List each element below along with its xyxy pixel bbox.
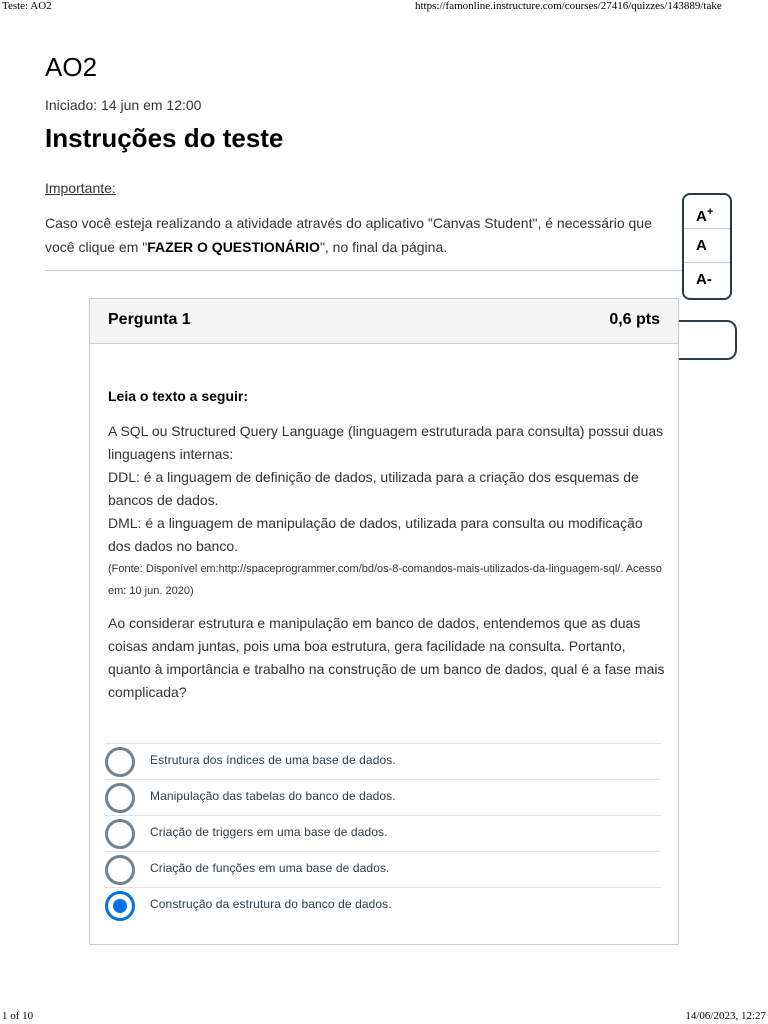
instructions-line-1: Caso você esteja realizando a atividade através do aplicativo "Canvas Student", é necessário que xyxy=(45,215,652,231)
question-paragraph-1: A SQL ou Structured Query Language (linguagem estruturada para consulta) possui duas linguagens internas: xyxy=(108,423,664,462)
instructions-line-2-end: ", no final da página. xyxy=(319,239,448,255)
page-title: AO2 xyxy=(45,52,98,82)
answer-label: Criação de triggers em uma base de dados. xyxy=(150,825,388,839)
instructions-text xyxy=(45,211,675,259)
answer-option-selected[interactable] xyxy=(105,887,661,923)
print-url: https://famonline.instructure.com/courses/27416/quizzes/143889/take xyxy=(415,0,722,12)
reset-font-button[interactable]: A xyxy=(684,229,730,263)
print-tab-title: Teste: AO2 xyxy=(2,0,52,12)
answer-option[interactable] xyxy=(105,815,661,851)
radio-button[interactable] xyxy=(105,819,135,849)
radio-button[interactable] xyxy=(105,855,135,885)
radio-button[interactable] xyxy=(105,747,135,777)
important-label: Importante: xyxy=(45,180,116,196)
answer-list xyxy=(105,743,661,923)
question-header xyxy=(90,299,678,344)
answer-option[interactable] xyxy=(105,743,661,779)
font-size-controls xyxy=(682,193,732,300)
quiz-started-time: Iniciado: 14 jun em 12:00 xyxy=(45,97,202,113)
question-paragraph-3: DML: é a linguagem de manipulação de dados, utilizada para consulta ou modificação dos dados no banco. xyxy=(108,515,643,554)
answer-label: Estrutura dos índices de uma base de dados. xyxy=(150,753,396,767)
answer-option[interactable] xyxy=(105,851,661,887)
question-paragraph-2: DDL: é a linguagem de definição de dados, utilizada para a criação dos esquemas de bancos de dados. xyxy=(108,469,639,508)
instructions-title: Instruções do teste xyxy=(45,123,284,153)
radio-button-selected[interactable] xyxy=(105,891,135,921)
take-quiz-emphasis: FAZER O QUESTIONÁRIO xyxy=(147,239,320,255)
print-page-number: 1 of 10 xyxy=(2,1010,34,1022)
increase-font-button[interactable] xyxy=(684,195,730,229)
print-datetime: 14/06/2023, 12:27 xyxy=(685,1010,766,1022)
answer-label: Criação de funções em uma base de dados. xyxy=(150,861,390,875)
answer-label: Manipulação das tabelas do banco de dados. xyxy=(150,789,396,803)
divider xyxy=(45,270,685,271)
answer-label: Construção da estrutura do banco de dados. xyxy=(150,897,392,911)
answer-option[interactable] xyxy=(105,779,661,815)
instructions-line-2 xyxy=(45,235,675,259)
radio-button[interactable] xyxy=(105,783,135,813)
instructions-line-2-start: você clique em " xyxy=(45,239,148,255)
question-title: Pergunta 1 xyxy=(108,311,191,328)
question-source: (Fonte: Disponível em:http://spaceprogrammer.com/bd/os-8-comandos-mais-utilizados-da-linguagem-sql/. Acesso em: 10 jun. 2020) xyxy=(108,563,662,597)
decrease-font-button[interactable]: A- xyxy=(696,271,712,288)
question-points: 0,6 pts xyxy=(609,311,660,328)
question-lead: Leia o texto a seguir: xyxy=(108,388,249,404)
question-body xyxy=(108,385,668,704)
increase-font-label: A xyxy=(696,208,707,225)
question-prompt: Ao considerar estrutura e manipulação em banco de dados, entendemos que as duas coisas andam juntas, pois uma boa estrutura, gera facilidade na consulta. Portanto, quanto à importância e trabalho na construção de um banco de dados, qual é a fase mais complicada? xyxy=(108,615,665,700)
increase-font-plus: + xyxy=(706,206,714,218)
